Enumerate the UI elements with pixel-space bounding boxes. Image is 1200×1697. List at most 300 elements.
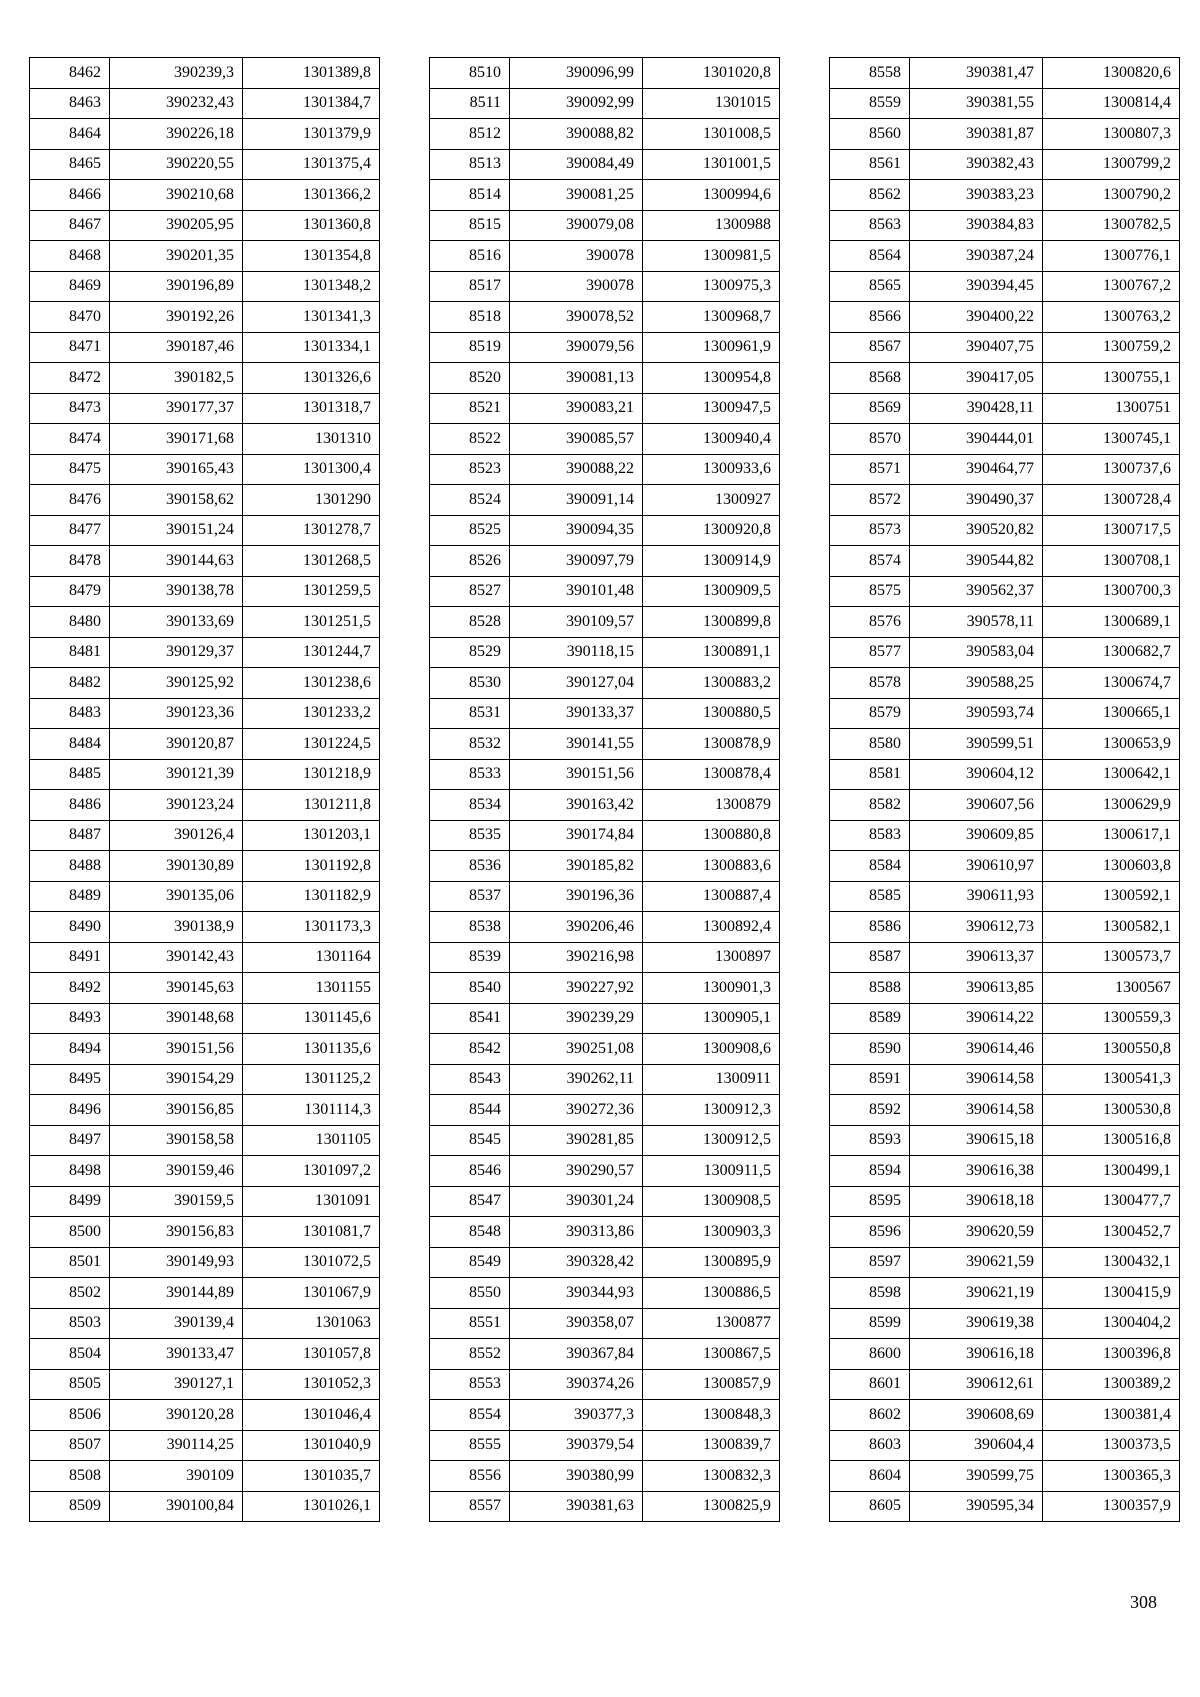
y-coordinate-cell: 1301238,6 <box>243 668 380 699</box>
table-row <box>830 1278 1180 1309</box>
x-coordinate-cell: 390141,55 <box>510 729 643 760</box>
x-coordinate-cell: 390156,85 <box>110 1095 243 1126</box>
y-coordinate-cell: 1301251,5 <box>243 607 380 638</box>
point-number-cell: 8600 <box>830 1339 910 1370</box>
point-number-cell: 8478 <box>30 546 110 577</box>
x-coordinate-cell: 390593,74 <box>910 698 1043 729</box>
point-number-cell: 8551 <box>430 1308 510 1339</box>
x-coordinate-cell: 390154,29 <box>110 1064 243 1095</box>
table-row <box>830 912 1180 943</box>
table-row <box>30 1491 380 1522</box>
point-number-cell: 8578 <box>830 668 910 699</box>
point-number-cell: 8482 <box>30 668 110 699</box>
table-row <box>30 1461 380 1492</box>
table-row <box>30 1339 380 1370</box>
table-row <box>430 515 780 546</box>
coordinate-table-3 <box>829 57 1180 1522</box>
y-coordinate-cell: 1300499,1 <box>1043 1156 1180 1187</box>
x-coordinate-cell: 390149,93 <box>110 1247 243 1278</box>
table-row <box>30 942 380 973</box>
table-row <box>830 1308 1180 1339</box>
x-coordinate-cell: 390344,93 <box>510 1278 643 1309</box>
point-number-cell: 8506 <box>30 1400 110 1431</box>
table-row <box>830 1003 1180 1034</box>
point-number-cell: 8546 <box>430 1156 510 1187</box>
x-coordinate-cell: 390621,19 <box>910 1278 1043 1309</box>
point-number-cell: 8591 <box>830 1064 910 1095</box>
y-coordinate-cell: 1300592,1 <box>1043 881 1180 912</box>
point-number-cell: 8559 <box>830 88 910 119</box>
point-number-cell: 8543 <box>430 1064 510 1095</box>
x-coordinate-cell: 390201,35 <box>110 241 243 272</box>
x-coordinate-cell: 390301,24 <box>510 1186 643 1217</box>
x-coordinate-cell: 390158,58 <box>110 1125 243 1156</box>
x-coordinate-cell: 390251,08 <box>510 1034 643 1065</box>
y-coordinate-cell: 1300883,6 <box>643 851 780 882</box>
point-number-cell: 8587 <box>830 942 910 973</box>
coordinate-table-2 <box>429 57 780 1522</box>
table-row <box>430 851 780 882</box>
table-row <box>30 271 380 302</box>
table-row <box>830 1430 1180 1461</box>
table-row <box>830 1064 1180 1095</box>
table-row <box>30 1217 380 1248</box>
y-coordinate-cell: 1300700,3 <box>1043 576 1180 607</box>
point-number-cell: 8475 <box>30 454 110 485</box>
y-coordinate-cell: 1300573,7 <box>1043 942 1180 973</box>
x-coordinate-cell: 390144,63 <box>110 546 243 577</box>
y-coordinate-cell: 1300857,9 <box>643 1369 780 1400</box>
y-coordinate-cell: 1301224,5 <box>243 729 380 760</box>
y-coordinate-cell: 1300665,1 <box>1043 698 1180 729</box>
x-coordinate-cell: 390272,36 <box>510 1095 643 1126</box>
y-coordinate-cell: 1300912,5 <box>643 1125 780 1156</box>
table-row <box>430 363 780 394</box>
point-number-cell: 8548 <box>430 1217 510 1248</box>
point-number-cell: 8589 <box>830 1003 910 1034</box>
point-number-cell: 8472 <box>30 363 110 394</box>
y-coordinate-cell: 1300582,1 <box>1043 912 1180 943</box>
point-number-cell: 8485 <box>30 759 110 790</box>
table-row <box>30 668 380 699</box>
point-number-cell: 8500 <box>30 1217 110 1248</box>
x-coordinate-cell: 390618,18 <box>910 1186 1043 1217</box>
y-coordinate-cell: 1301341,3 <box>243 302 380 333</box>
y-coordinate-cell: 1300381,4 <box>1043 1400 1180 1431</box>
point-number-cell: 8465 <box>30 149 110 180</box>
y-coordinate-cell: 1301091 <box>243 1186 380 1217</box>
point-number-cell: 8582 <box>830 790 910 821</box>
point-number-cell: 8565 <box>830 271 910 302</box>
x-coordinate-cell: 390081,13 <box>510 363 643 394</box>
x-coordinate-cell: 390139,4 <box>110 1308 243 1339</box>
y-coordinate-cell: 1300404,2 <box>1043 1308 1180 1339</box>
table-row <box>430 1491 780 1522</box>
point-number-cell: 8496 <box>30 1095 110 1126</box>
table-row <box>30 58 380 89</box>
table-row <box>430 1217 780 1248</box>
y-coordinate-cell: 1301040,9 <box>243 1430 380 1461</box>
table-row <box>30 576 380 607</box>
point-number-cell: 8470 <box>30 302 110 333</box>
point-number-cell: 8590 <box>830 1034 910 1065</box>
y-coordinate-cell: 1300550,8 <box>1043 1034 1180 1065</box>
x-coordinate-cell: 390614,58 <box>910 1064 1043 1095</box>
point-number-cell: 8474 <box>30 424 110 455</box>
y-coordinate-cell: 1300396,8 <box>1043 1339 1180 1370</box>
table-row <box>30 454 380 485</box>
x-coordinate-cell: 390612,73 <box>910 912 1043 943</box>
y-coordinate-cell: 1300763,2 <box>1043 302 1180 333</box>
table-row <box>830 180 1180 211</box>
x-coordinate-cell: 390262,11 <box>510 1064 643 1095</box>
y-coordinate-cell: 1301035,7 <box>243 1461 380 1492</box>
table-row <box>830 698 1180 729</box>
table-row <box>830 1186 1180 1217</box>
y-coordinate-cell: 1300897 <box>643 942 780 973</box>
table-row <box>830 942 1180 973</box>
point-number-cell: 8498 <box>30 1156 110 1187</box>
y-coordinate-cell: 1300911,5 <box>643 1156 780 1187</box>
x-coordinate-cell: 390604,4 <box>910 1430 1043 1461</box>
point-number-cell: 8479 <box>30 576 110 607</box>
x-coordinate-cell: 390609,85 <box>910 820 1043 851</box>
table-body <box>30 58 380 1522</box>
x-coordinate-cell: 390382,43 <box>910 149 1043 180</box>
point-number-cell: 8473 <box>30 393 110 424</box>
point-number-cell: 8598 <box>830 1278 910 1309</box>
x-coordinate-cell: 390377,3 <box>510 1400 643 1431</box>
point-number-cell: 8556 <box>430 1461 510 1492</box>
point-number-cell: 8568 <box>830 363 910 394</box>
x-coordinate-cell: 390595,34 <box>910 1491 1043 1522</box>
point-number-cell: 8575 <box>830 576 910 607</box>
x-coordinate-cell: 390123,24 <box>110 790 243 821</box>
y-coordinate-cell: 1300892,4 <box>643 912 780 943</box>
y-coordinate-cell: 1300887,4 <box>643 881 780 912</box>
x-coordinate-cell: 390578,11 <box>910 607 1043 638</box>
y-coordinate-cell: 1301081,7 <box>243 1217 380 1248</box>
table-row <box>830 790 1180 821</box>
x-coordinate-cell: 390114,25 <box>110 1430 243 1461</box>
y-coordinate-cell: 1301125,2 <box>243 1064 380 1095</box>
table-row <box>830 759 1180 790</box>
y-coordinate-cell: 1300903,3 <box>643 1217 780 1248</box>
y-coordinate-cell: 1301360,8 <box>243 210 380 241</box>
y-coordinate-cell: 1300820,6 <box>1043 58 1180 89</box>
x-coordinate-cell: 390374,26 <box>510 1369 643 1400</box>
x-coordinate-cell: 390583,04 <box>910 637 1043 668</box>
table-body <box>830 58 1180 1522</box>
x-coordinate-cell: 390358,07 <box>510 1308 643 1339</box>
table-row <box>430 790 780 821</box>
x-coordinate-cell: 390079,56 <box>510 332 643 363</box>
point-number-cell: 8504 <box>30 1339 110 1370</box>
y-coordinate-cell: 1300790,2 <box>1043 180 1180 211</box>
x-coordinate-cell: 390120,28 <box>110 1400 243 1431</box>
point-number-cell: 8483 <box>30 698 110 729</box>
table-row <box>430 942 780 973</box>
table-row <box>830 729 1180 760</box>
y-coordinate-cell: 1300373,5 <box>1043 1430 1180 1461</box>
point-number-cell: 8523 <box>430 454 510 485</box>
x-coordinate-cell: 390127,1 <box>110 1369 243 1400</box>
x-coordinate-cell: 390384,83 <box>910 210 1043 241</box>
x-coordinate-cell: 390088,22 <box>510 454 643 485</box>
table-row <box>30 1308 380 1339</box>
point-number-cell: 8553 <box>430 1369 510 1400</box>
table-row <box>830 210 1180 241</box>
table-row <box>30 1034 380 1065</box>
y-coordinate-cell: 1300891,1 <box>643 637 780 668</box>
x-coordinate-cell: 390083,21 <box>510 393 643 424</box>
y-coordinate-cell: 1300880,5 <box>643 698 780 729</box>
y-coordinate-cell: 1300867,5 <box>643 1339 780 1370</box>
point-number-cell: 8490 <box>30 912 110 943</box>
point-number-cell: 8491 <box>30 942 110 973</box>
point-number-cell: 8540 <box>430 973 510 1004</box>
x-coordinate-cell: 390220,55 <box>110 149 243 180</box>
table-row <box>30 1278 380 1309</box>
x-coordinate-cell: 390613,85 <box>910 973 1043 1004</box>
y-coordinate-cell: 1300908,6 <box>643 1034 780 1065</box>
table-row <box>30 790 380 821</box>
table-row <box>430 546 780 577</box>
x-coordinate-cell: 390608,69 <box>910 1400 1043 1431</box>
point-number-cell: 8579 <box>830 698 910 729</box>
point-number-cell: 8528 <box>430 607 510 638</box>
x-coordinate-cell: 390196,36 <box>510 881 643 912</box>
x-coordinate-cell: 390381,63 <box>510 1491 643 1522</box>
table-row <box>430 1156 780 1187</box>
x-coordinate-cell: 390109,57 <box>510 607 643 638</box>
table-row <box>30 698 380 729</box>
point-number-cell: 8520 <box>430 363 510 394</box>
x-coordinate-cell: 390588,25 <box>910 668 1043 699</box>
point-number-cell: 8562 <box>830 180 910 211</box>
point-number-cell: 8534 <box>430 790 510 821</box>
table-row <box>430 1278 780 1309</box>
point-number-cell: 8529 <box>430 637 510 668</box>
point-number-cell: 8503 <box>30 1308 110 1339</box>
point-number-cell: 8531 <box>430 698 510 729</box>
y-coordinate-cell: 1300567 <box>1043 973 1180 1004</box>
x-coordinate-cell: 390138,78 <box>110 576 243 607</box>
x-coordinate-cell: 390615,18 <box>910 1125 1043 1156</box>
table-row <box>430 1064 780 1095</box>
point-number-cell: 8497 <box>30 1125 110 1156</box>
x-coordinate-cell: 390611,93 <box>910 881 1043 912</box>
table-row <box>430 1003 780 1034</box>
point-number-cell: 8557 <box>430 1491 510 1522</box>
table-row <box>30 393 380 424</box>
y-coordinate-cell: 1301318,7 <box>243 393 380 424</box>
table-row <box>830 1217 1180 1248</box>
table-row <box>30 302 380 333</box>
x-coordinate-cell: 390599,51 <box>910 729 1043 760</box>
point-number-cell: 8566 <box>830 302 910 333</box>
table-row <box>830 241 1180 272</box>
table-row <box>830 576 1180 607</box>
table-row <box>430 149 780 180</box>
x-coordinate-cell: 390464,77 <box>910 454 1043 485</box>
table-row <box>30 515 380 546</box>
point-number-cell: 8563 <box>830 210 910 241</box>
x-coordinate-cell: 390192,26 <box>110 302 243 333</box>
table-row <box>830 1095 1180 1126</box>
y-coordinate-cell: 1301008,5 <box>643 119 780 150</box>
y-coordinate-cell: 1300767,2 <box>1043 271 1180 302</box>
point-number-cell: 8536 <box>430 851 510 882</box>
page-number: 308 <box>1130 1592 1157 1612</box>
x-coordinate-cell: 390129,37 <box>110 637 243 668</box>
x-coordinate-cell: 390614,46 <box>910 1034 1043 1065</box>
y-coordinate-cell: 1301211,8 <box>243 790 380 821</box>
table-row <box>430 637 780 668</box>
point-number-cell: 8515 <box>430 210 510 241</box>
y-coordinate-cell: 1301348,2 <box>243 271 380 302</box>
point-number-cell: 8595 <box>830 1186 910 1217</box>
table-row <box>430 729 780 760</box>
x-coordinate-cell: 390127,04 <box>510 668 643 699</box>
y-coordinate-cell: 1301145,6 <box>243 1003 380 1034</box>
y-coordinate-cell: 1301072,5 <box>243 1247 380 1278</box>
point-number-cell: 8603 <box>830 1430 910 1461</box>
y-coordinate-cell: 1300968,7 <box>643 302 780 333</box>
y-coordinate-cell: 1301290 <box>243 485 380 516</box>
x-coordinate-cell: 390379,54 <box>510 1430 643 1461</box>
table-row <box>830 1034 1180 1065</box>
y-coordinate-cell: 1300559,3 <box>1043 1003 1180 1034</box>
point-number-cell: 8555 <box>430 1430 510 1461</box>
y-coordinate-cell: 1300452,7 <box>1043 1217 1180 1248</box>
table-row <box>30 973 380 1004</box>
point-number-cell: 8486 <box>30 790 110 821</box>
y-coordinate-cell: 1300961,9 <box>643 332 780 363</box>
x-coordinate-cell: 390078 <box>510 241 643 272</box>
y-coordinate-cell: 1301192,8 <box>243 851 380 882</box>
x-coordinate-cell: 390614,58 <box>910 1095 1043 1126</box>
point-number-cell: 8599 <box>830 1308 910 1339</box>
table-row <box>30 149 380 180</box>
table-row <box>430 302 780 333</box>
table-row <box>830 973 1180 1004</box>
table-row <box>430 271 780 302</box>
point-number-cell: 8527 <box>430 576 510 607</box>
y-coordinate-cell: 1300994,6 <box>643 180 780 211</box>
y-coordinate-cell: 1300415,9 <box>1043 1278 1180 1309</box>
y-coordinate-cell: 1300877 <box>643 1308 780 1339</box>
y-coordinate-cell: 1301259,5 <box>243 576 380 607</box>
point-number-cell: 8545 <box>430 1125 510 1156</box>
table-row <box>430 1400 780 1431</box>
table-row <box>830 1491 1180 1522</box>
x-coordinate-cell: 390394,45 <box>910 271 1043 302</box>
point-number-cell: 8499 <box>30 1186 110 1217</box>
point-number-cell: 8532 <box>430 729 510 760</box>
point-number-cell: 8509 <box>30 1491 110 1522</box>
table-row <box>30 637 380 668</box>
point-number-cell: 8567 <box>830 332 910 363</box>
point-number-cell: 8502 <box>30 1278 110 1309</box>
x-coordinate-cell: 390130,89 <box>110 851 243 882</box>
point-number-cell: 8522 <box>430 424 510 455</box>
point-number-cell: 8487 <box>30 820 110 851</box>
point-number-cell: 8596 <box>830 1217 910 1248</box>
y-coordinate-cell: 1300674,7 <box>1043 668 1180 699</box>
table-row <box>30 1400 380 1431</box>
y-coordinate-cell: 1300776,1 <box>1043 241 1180 272</box>
point-number-cell: 8585 <box>830 881 910 912</box>
x-coordinate-cell: 390148,68 <box>110 1003 243 1034</box>
x-coordinate-cell: 390079,08 <box>510 210 643 241</box>
y-coordinate-cell: 1300617,1 <box>1043 820 1180 851</box>
y-coordinate-cell: 1301366,2 <box>243 180 380 211</box>
y-coordinate-cell: 1300653,9 <box>1043 729 1180 760</box>
y-coordinate-cell: 1300682,7 <box>1043 637 1180 668</box>
point-number-cell: 8594 <box>830 1156 910 1187</box>
point-number-cell: 8552 <box>430 1339 510 1370</box>
x-coordinate-cell: 390084,49 <box>510 149 643 180</box>
point-number-cell: 8586 <box>830 912 910 943</box>
table-row <box>430 88 780 119</box>
x-coordinate-cell: 390612,61 <box>910 1369 1043 1400</box>
table-row <box>830 1339 1180 1370</box>
y-coordinate-cell: 1300911 <box>643 1064 780 1095</box>
x-coordinate-cell: 390174,84 <box>510 820 643 851</box>
x-coordinate-cell: 390133,37 <box>510 698 643 729</box>
table-row <box>430 1095 780 1126</box>
point-number-cell: 8570 <box>830 424 910 455</box>
table-row <box>830 454 1180 485</box>
point-number-cell: 8488 <box>30 851 110 882</box>
x-coordinate-cell: 390205,95 <box>110 210 243 241</box>
y-coordinate-cell: 1301326,6 <box>243 363 380 394</box>
y-coordinate-cell: 1300755,1 <box>1043 363 1180 394</box>
y-coordinate-cell: 1301375,4 <box>243 149 380 180</box>
point-number-cell: 8525 <box>430 515 510 546</box>
point-number-cell: 8524 <box>430 485 510 516</box>
table-row <box>430 1430 780 1461</box>
table-row <box>430 1034 780 1065</box>
x-coordinate-cell: 390187,46 <box>110 332 243 363</box>
table-row <box>30 1003 380 1034</box>
table-row <box>830 58 1180 89</box>
x-coordinate-cell: 390428,11 <box>910 393 1043 424</box>
x-coordinate-cell: 390380,99 <box>510 1461 643 1492</box>
y-coordinate-cell: 1300899,8 <box>643 607 780 638</box>
y-coordinate-cell: 1301052,3 <box>243 1369 380 1400</box>
table-row <box>430 424 780 455</box>
x-coordinate-cell: 390185,82 <box>510 851 643 882</box>
table-row <box>830 881 1180 912</box>
table-row <box>430 1186 780 1217</box>
y-coordinate-cell: 1301114,3 <box>243 1095 380 1126</box>
point-number-cell: 8541 <box>430 1003 510 1034</box>
table-row <box>430 973 780 1004</box>
table-row <box>30 180 380 211</box>
y-coordinate-cell: 1300432,1 <box>1043 1247 1180 1278</box>
x-coordinate-cell: 390165,43 <box>110 454 243 485</box>
y-coordinate-cell: 1301278,7 <box>243 515 380 546</box>
table-row <box>30 1064 380 1095</box>
x-coordinate-cell: 390118,15 <box>510 637 643 668</box>
y-coordinate-cell: 1301268,5 <box>243 546 380 577</box>
point-number-cell: 8584 <box>830 851 910 882</box>
table-row <box>30 607 380 638</box>
x-coordinate-cell: 390101,48 <box>510 576 643 607</box>
x-coordinate-cell: 390159,46 <box>110 1156 243 1187</box>
